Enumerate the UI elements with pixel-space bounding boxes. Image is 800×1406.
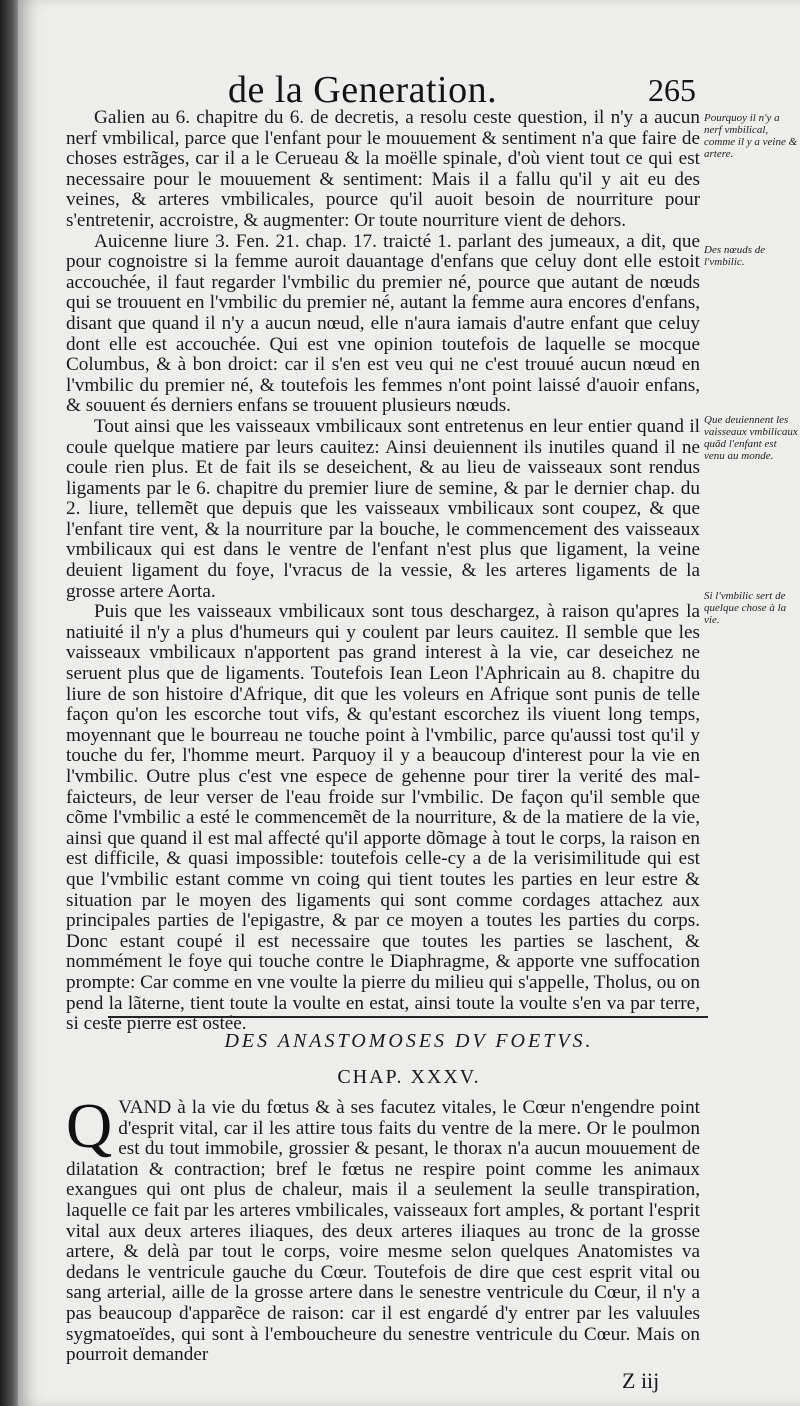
margin-note-vaisseaux: Que deuiennent les vaisseaux vmbilicaux quãd l'enfant est venu au monde. xyxy=(704,414,798,462)
chapter-heading: CHAP. XXXV. xyxy=(337,1066,481,1088)
paragraph-auicenne: Auicenne liure 3. Fen. 21. chap. 17. traicté 1. parlant des jumeaux, a dit, que pour cognoistre si la femme auroit dauantage d'enfans que celuy dont elle estoit accouchée, il faut regarder l'vmbilic du premier né, pource que autant de nœuds qui se trouuent en l'vmbilic du premier né, autant la femme aura encores d'enfans, disant que quand il n'y a aucun nœud, elle n'aura iamais d'autre enfant que celuy dont elle est accouchée. Qui est vne opinion toutefois de laquelle se mocque Columbus, & à bon droict: car il s'en est veu qui ne c'est trouué aucun nœud en l'vmbilic du premier né, & toutefois les femmes n'ont point laissé d'auoir enfans, & souuent és derniers enfans se trouuent plusieurs nœuds. xyxy=(66,230,700,417)
paragraph-galien: Galien au 6. chapitre du 6. de decretis, a resolu ceste question, il n'y a aucun nerf vmbilical, parce que l'enfant pour le mouuement & sentiment n'a que faire de choses estrãges, car il a le Cerueau & la moëlle spinale, d'où vient tout ce qui est necessaire pour le mouuement & sentiment: Mais il a fallu qu'il y ait eu des veines, & arteres vmbilicales, pource qu'il auoit besoin de nourriture pour s'entretenir, accroistre, & augmenter: Or toute nourriture vient de dehors. xyxy=(66,107,700,231)
page-number: 265 xyxy=(648,72,696,108)
section-divider xyxy=(108,1016,708,1018)
margin-note-nerf: Pourquoy il n'y a nerf vmbilical, comme il y a veine & artere. xyxy=(704,112,798,160)
chapter-text-block xyxy=(66,1090,700,1366)
running-title: de la Generation. xyxy=(228,69,498,111)
chapter-paragraph: VAND à la vie du fœtus & à ses facutez vitales, le Cœur n'engendre point d'esprit vital, car il les attire tous faits du ventre de la mere. Or le poulmon est du tout immobile, grossier & pesant, le thorax n'a aucun mouuement de dilatation & contraction; bref le fœtus ne respire point comme les animaux exangues qui ont plus de chaleur, mais il a seulement la seulle transpiration, laquelle ce fait par les arteres vmbilicales, vaisseaux fort amples, & portant l'esprit vital aux deux arteres iliaques, des deux arteres iliaques au tronc de la grosse artere, & delà par tout le corps, voire mesme selon quelques Anatomistes va dedans le ventricule gauche du Cœur. Toutefois de dire que cest esprit vital ou sang arterial, aille de la grosse artere dans le senestre ventricule du Cœur, il n'y a pas beaucoup d'apparẽce de raison: car il est engardé d'y entrer par les valuules sygmatoeïdes, qui sont à l'emboucheure du senestre ventricule du Cœur. Mais on pourroit demander xyxy=(66,1097,700,1366)
section-title: DES ANASTOMOSES DV FOETVS. xyxy=(224,1030,594,1052)
page-header xyxy=(18,68,800,112)
main-text-block xyxy=(66,108,700,1035)
paragraph-vmbilic: Puis que les vaisseaux vmbilicaux sont tous deschargez, à raison qu'apres la natiuité il n'y a plus d'humeurs qui y coulent par leurs cauitez. Il semble que les vaisseaux vmbilicaux n'apportent pas grand interest à la vie, car deseichez ne seruent plus que de ligaments. Toutefois Iean Leon l'Aphricain au 8. chapitre du liure de son histoire d'Afrique, dit que les voleurs en Afrique sont punis de telle façon qu'on les escorche tout vifs, & qu'estant escorchez ils viuent long temps, moyennant que le bourreau ne touche point à l'vmbilic, parce qu'aussi tost qu'il y touche du fer, l'homme meurt. Parquoy il y a beaucoup d'interest pour la vie en l'vmbilic. Outre plus c'est vne espece de gehenne pour tirer la verité des mal-faicteurs, de leur verser de l'eau froide sur l'vmbilic. De façon qu'il semble que cõme l'vmbilic a esté le commencemẽt de la nourriture, & de la matiere de la vie, ainsi que quand il est mal affecté qu'il apporte dõmage à tout le corps, la raison en est difficile, & quasi impossible: toutefois celle-cy a de la verisimilitude qui est que l'vmbilic estant comme vn coing qui tient toutes les parties en leur estre & situation par le moyen des ligaments qui sont comme cordages attachez aux principales parties de l'epigastre, & par ce moyen a toutes les parties du corps. Donc estant coupé il est necessaire que toutes les parties se laschent, & nommément le foye qui touche contre le Diaphragme, & apporte vne suffocation prompte: Car comme en vne voulte la pierre du milieu qui s'appelle, Tholus, ou on pend la lãterne, tient toute la voulte en estat, ainsi toute la voulte s'en va par terre, si ceste pierre est ostée. xyxy=(66,601,700,1035)
signature-mark: Z iij xyxy=(622,1368,660,1393)
book-page xyxy=(18,0,800,1406)
book-gutter-shadow xyxy=(0,0,18,1406)
drop-cap: Q xyxy=(66,1090,113,1161)
margin-note-noeuds: Des nœuds de l'vmbilic. xyxy=(704,244,766,268)
paragraph-vaisseaux: Tout ainsi que les vaisseaux vmbilicaux sont entretenus en leur entier quand il coule quelque matiere par leurs cauitez: Ainsi deuiennent ils inutiles quand il ne coule rien plus. Et de fait ils se deseichent, & au lieu de vaisseaux sont rendus ligaments par le 6. chapitre du premier liure de semine, & par le dernier chap. du 2. liure, tellemẽt que depuis que les vaisseaux vmbilicaux sont coupez, & que l'enfant tire vent, & la nourriture par la bouche, le commencement des vaisseaux vmbilicaux qui est dans le ventre de l'enfant n'est plus que ligament, la veine deuient ligament du foye, l'vracus de la vessie, & les arteres ligaments de la grosse artere Aorta. xyxy=(66,415,700,602)
margin-note-vie: Si l'vmbilic sert de quelque chose à la vie. xyxy=(704,590,787,626)
